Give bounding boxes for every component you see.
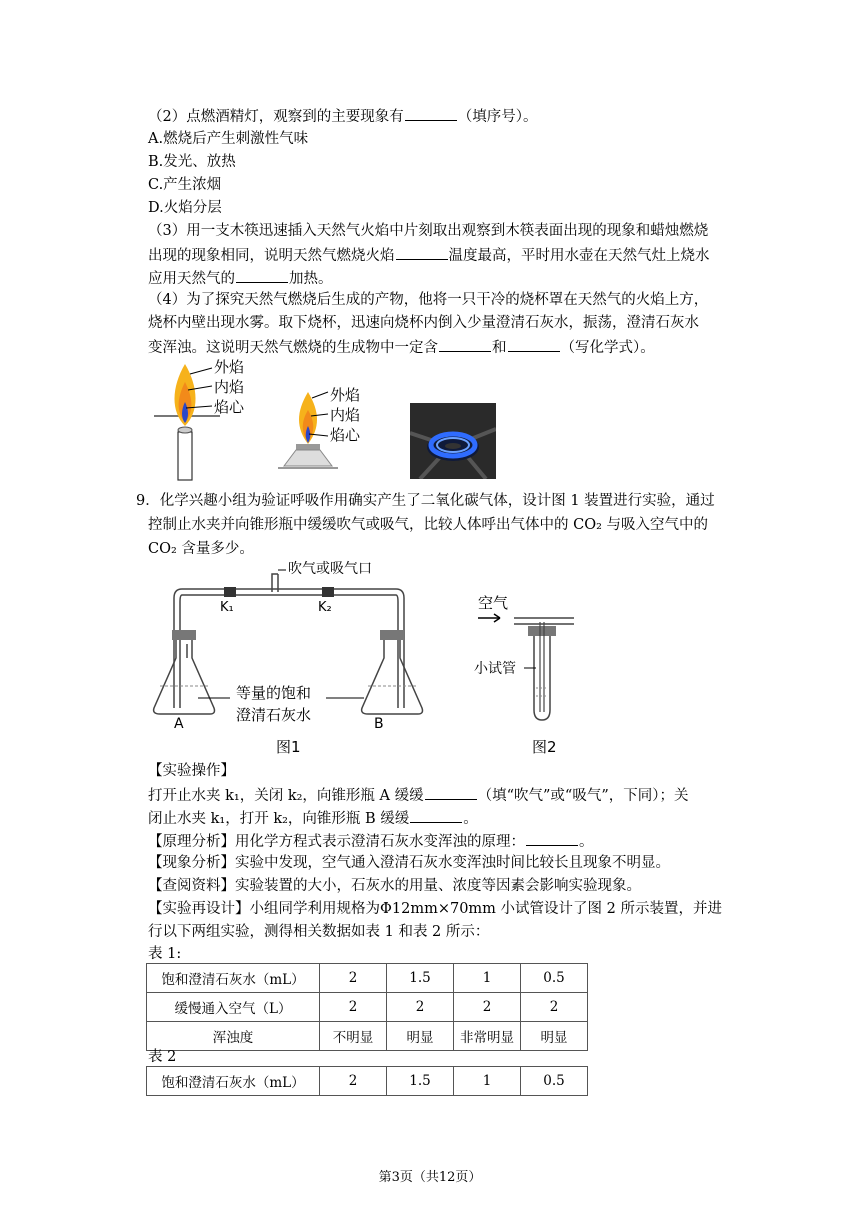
q8-part3-line3: 应用天然气的 加热。 xyxy=(148,268,333,289)
section-experiment-operation: 【实验操作】 xyxy=(148,763,235,779)
table-cell: 浑浊度 xyxy=(147,1022,320,1051)
q8-part3-line2: 出现的现象相同，说明天然气燃烧火焰 温度最高，平时用水壶在天然气灶上烧水 xyxy=(148,245,710,266)
figure-2-caption: 图2 xyxy=(532,738,557,756)
table-cell: 2 xyxy=(387,993,454,1022)
mouthpiece-label: 吹气或吸气口 xyxy=(288,561,372,577)
gas-stove-icon xyxy=(410,403,496,479)
reference-info: 【查阅资料】实验装置的大小，石灰水的用量、浓度等因素会影响实验现象。 xyxy=(148,878,641,894)
operation-line1: 打开止水夹 k₁，关闭 k₂，向锥形瓶 A 缓缓 （填“吹气”或“吸气”，下同）；关 xyxy=(148,785,689,806)
flask-apparatus-icon xyxy=(150,558,430,758)
q8-part3-line1: （3）用一支木筷迅速插入天然气火焰中片刻取出观察到木筷表面出现的现象和蜡烛燃烧 xyxy=(148,223,709,239)
inner-flame-label: 内焰 xyxy=(214,378,245,396)
table-cell: 2 xyxy=(521,993,588,1022)
table-2 xyxy=(146,1066,588,1096)
option-a: A.燃烧后产生刺激性气味 xyxy=(148,131,309,147)
candle-flame-icon xyxy=(150,356,270,482)
clamp-k2-label: K₂ xyxy=(318,600,332,615)
figure-2-apparatus xyxy=(474,592,584,758)
table-cell: 非常明显 xyxy=(454,1022,521,1051)
gas-stove-photo xyxy=(410,403,496,479)
table-cell: 饱和澄清石灰水（mL） xyxy=(147,964,320,993)
lamp-flame-figure xyxy=(274,384,394,474)
table-cell: 2 xyxy=(454,993,521,1022)
flask-b-label: B xyxy=(374,716,384,732)
answer-blank[interactable] xyxy=(425,785,477,800)
outer-flame-label: 外焰 xyxy=(214,358,245,376)
answer-blank[interactable] xyxy=(405,106,457,121)
answer-blank[interactable] xyxy=(526,831,578,846)
table-row xyxy=(147,993,588,1022)
table-cell: 明显 xyxy=(521,1022,588,1051)
q8-part2: （2）点燃酒精灯，观察到的主要现象有 （填序号）。 xyxy=(148,106,537,127)
table-row xyxy=(147,1022,588,1051)
answer-blank[interactable] xyxy=(508,337,560,352)
option-b: B.发光、放热 xyxy=(148,154,236,170)
table-cell: 不明显 xyxy=(320,1022,387,1051)
table-cell: 0.5 xyxy=(521,964,588,993)
principle-analysis: 【原理分析】用化学方程式表示澄清石灰水变浑浊的原理： 。 xyxy=(148,831,594,852)
table-cell: 缓慢通入空气（L） xyxy=(147,993,320,1022)
q8-part4-line1: （4）为了探究天然气燃烧后生成的产物，他将一只干冷的烧杯罩在天然气的火焰上方， xyxy=(148,292,709,308)
table-cell: 2 xyxy=(320,993,387,1022)
redesign-line2: 行以下两组实验，测得相关数据如表 1 和表 2 所示： xyxy=(148,924,490,940)
answer-blank[interactable] xyxy=(439,337,491,352)
q9-intro-line2: 控制止水夹并向锥形瓶中缓缓吹气或吸气，比较人体呼出气体中的 CO₂ 与吸入空气中的 xyxy=(148,517,709,533)
table-cell: 饱和澄清石灰水（mL） xyxy=(147,1067,320,1096)
q9-intro-line3: CO₂ 含量多少。 xyxy=(148,541,254,557)
table-row xyxy=(147,964,588,993)
table-cell: 0.5 xyxy=(521,1067,588,1096)
flame-core-label: 焰心 xyxy=(330,426,361,444)
page-footer: 第3页（共12页） xyxy=(378,1170,482,1185)
table-cell: 2 xyxy=(320,964,387,993)
small-tube-label: 小试管 xyxy=(474,661,516,677)
q8-part4-line3: 变浑浊。这说明天然气燃烧的生成物中一定含 和 （写化学式）。 xyxy=(148,337,655,358)
limewater-label-line2: 澄清石灰水 xyxy=(236,706,312,724)
table-row xyxy=(147,1067,588,1096)
table-1 xyxy=(146,963,588,1051)
outer-flame-label: 外焰 xyxy=(330,386,361,404)
flame-core-label: 焰心 xyxy=(214,398,245,416)
figure-1-caption: 图1 xyxy=(276,738,301,756)
operation-line2: 闭止水夹 k₁，打开 k₂，向锥形瓶 B 缓缓 。 xyxy=(148,808,478,829)
table-cell: 2 xyxy=(320,1067,387,1096)
figure-1-apparatus xyxy=(150,558,430,758)
answer-blank[interactable] xyxy=(396,245,448,260)
table-2-caption: 表 2 xyxy=(148,1049,177,1065)
option-d: D.火焰分层 xyxy=(148,200,222,216)
answer-blank[interactable] xyxy=(236,268,288,283)
table-cell: 1.5 xyxy=(387,1067,454,1096)
table-cell: 1.5 xyxy=(387,964,454,993)
table-cell: 明显 xyxy=(387,1022,454,1051)
limewater-label-line1: 等量的饱和 xyxy=(236,684,312,702)
q8-part4-line2: 烧杯内壁出现水雾。取下烧杯，迅速向烧杯内倒入少量澄清石灰水，振荡，澄清石灰水 xyxy=(148,315,699,331)
clamp-k1-label: K₁ xyxy=(220,600,234,615)
table-cell: 1 xyxy=(454,964,521,993)
phenomenon-analysis: 【现象分析】实验中发现，空气通入澄清石灰水变浑浊时间比较长且现象不明显。 xyxy=(148,855,670,871)
table-1-caption: 表 1: xyxy=(148,946,182,962)
inner-flame-label: 内焰 xyxy=(330,406,361,424)
option-c: C.产生浓烟 xyxy=(148,177,222,193)
q9-intro-line1: 9．化学兴趣小组为验证呼吸作用确实产生了二氧化碳气体，设计图 1 装置进行实验，通过 xyxy=(136,493,715,509)
answer-blank[interactable] xyxy=(410,808,462,823)
redesign-line1: 【实验再设计】小组同学利用规格为Φ12mm×70mm 小试管设计了图 2 所示装置，并进 xyxy=(148,901,722,917)
candle-flame-figure xyxy=(150,356,270,482)
flask-a-label: A xyxy=(174,716,184,732)
table-cell: 1 xyxy=(454,1067,521,1096)
air-label: 空气 xyxy=(478,594,509,612)
